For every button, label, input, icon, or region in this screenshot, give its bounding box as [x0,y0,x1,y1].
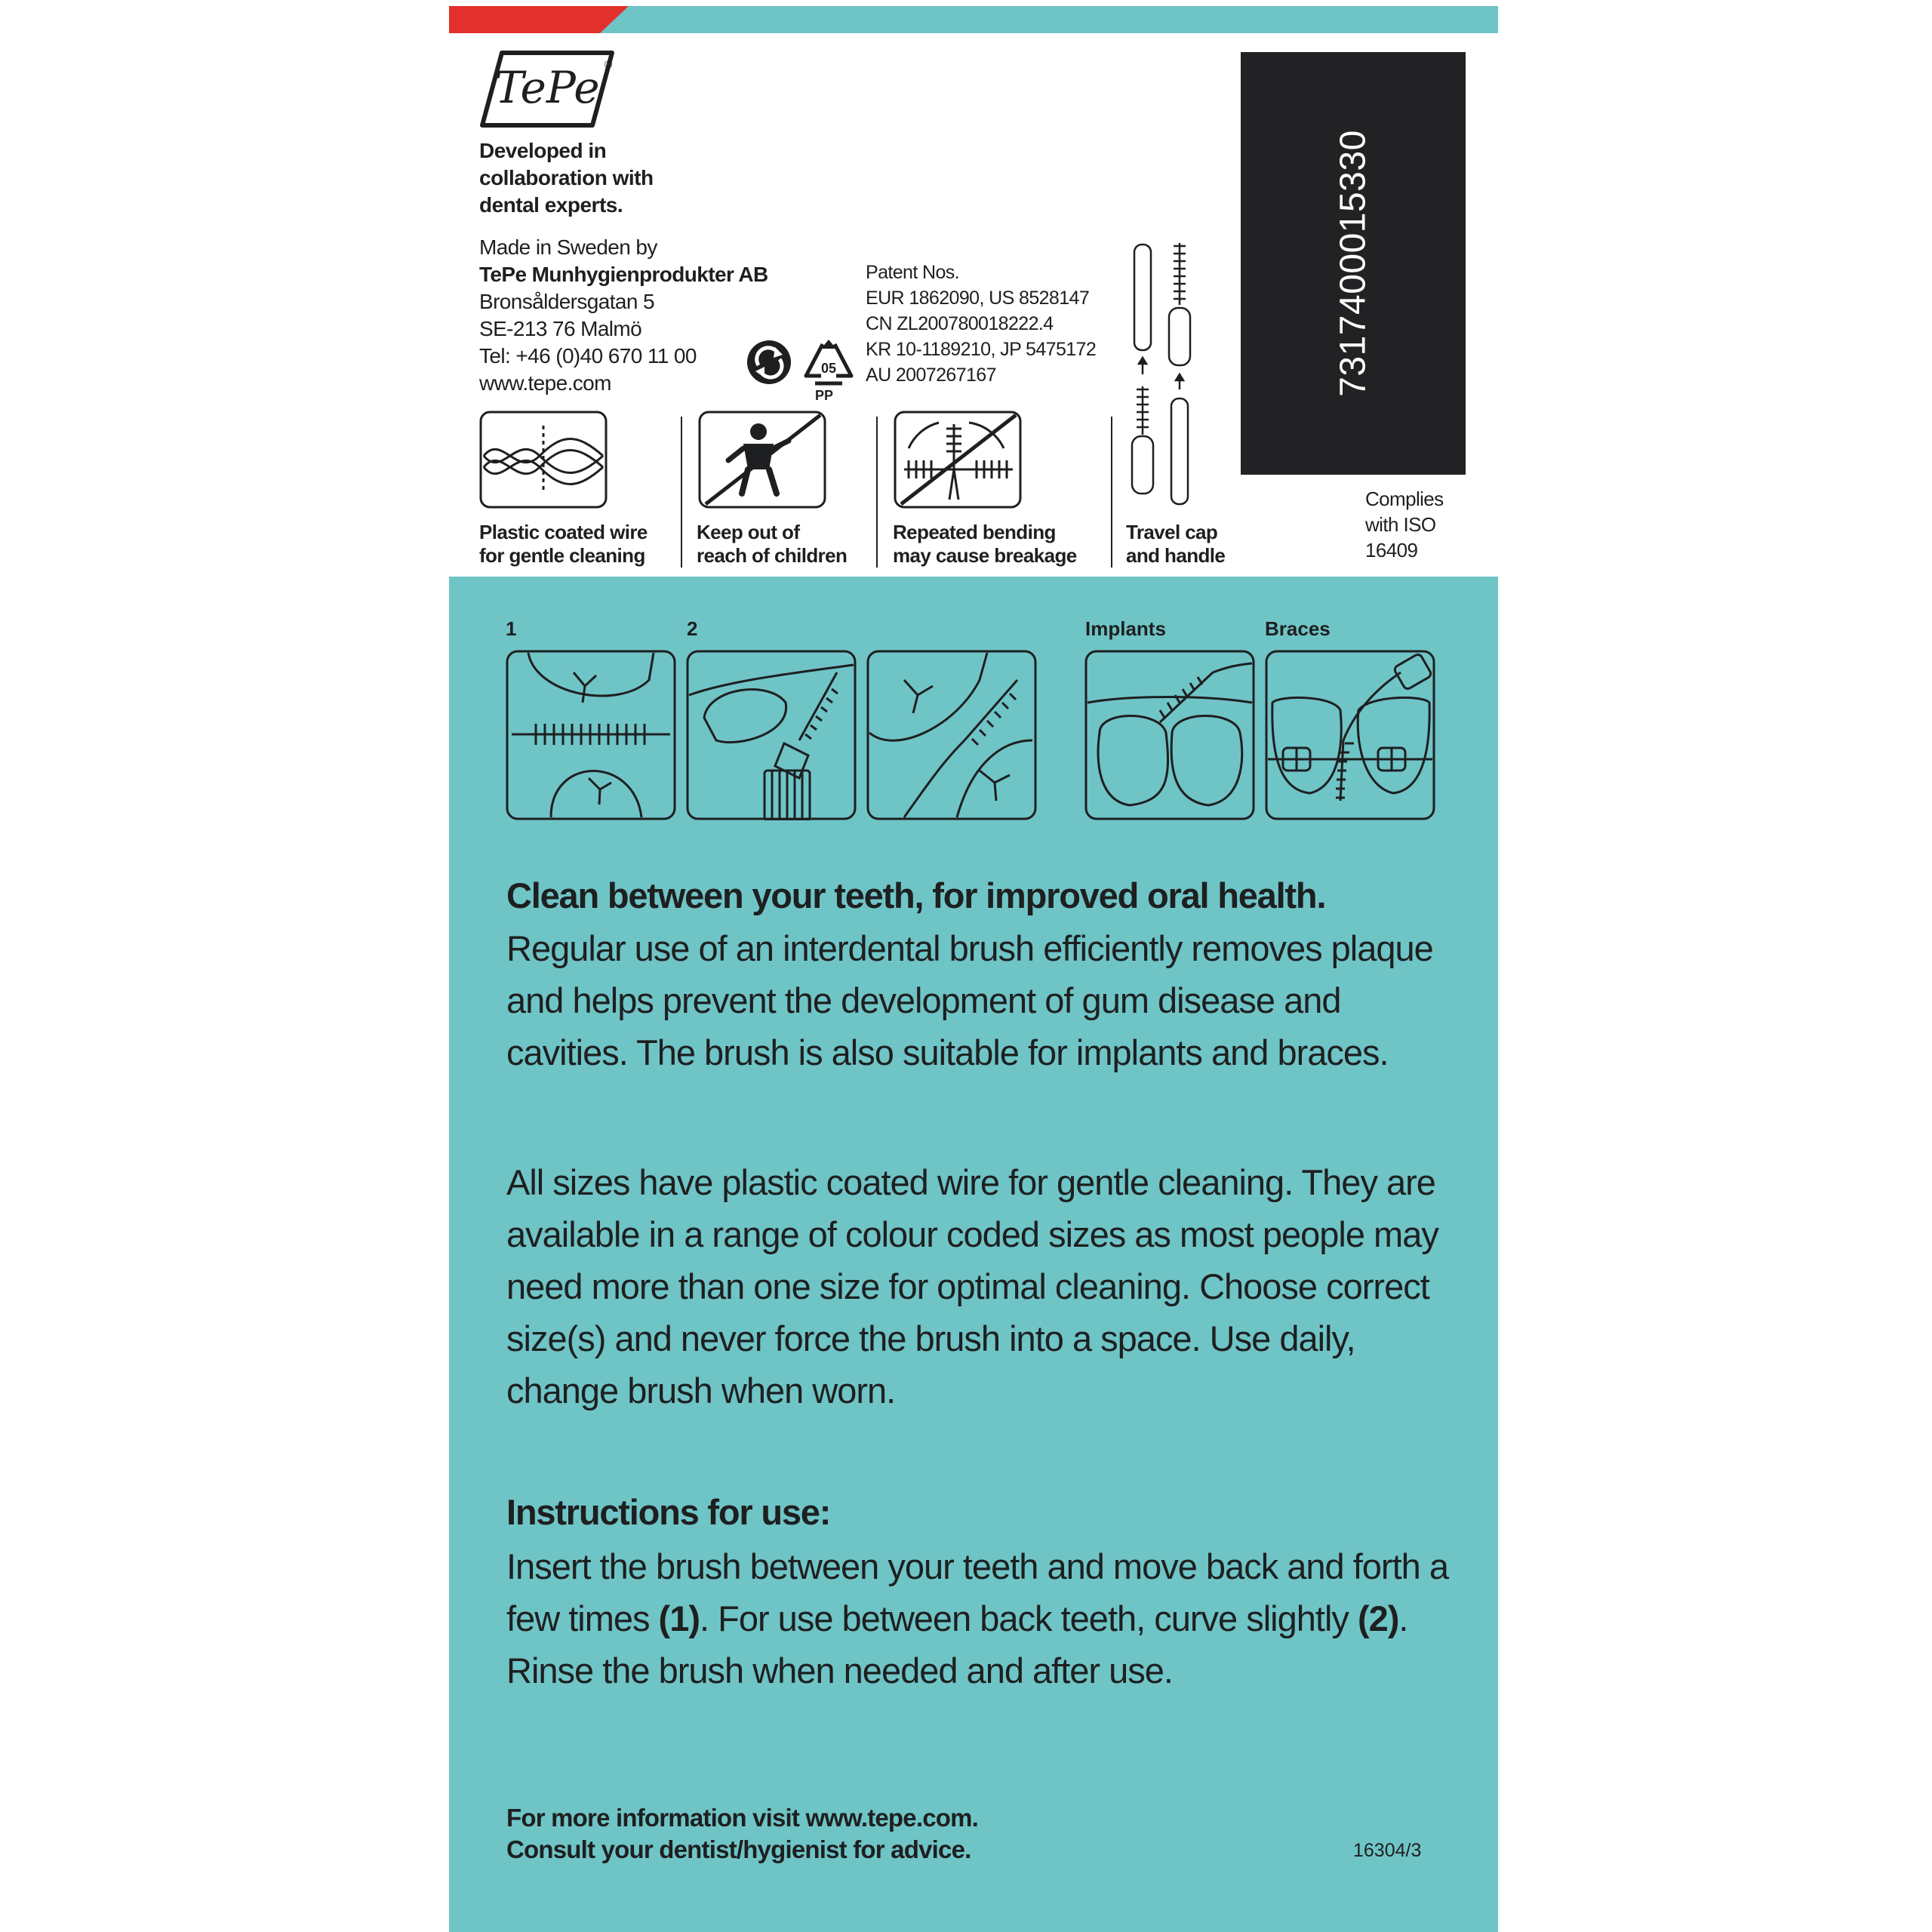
recycle-arrows-icon [745,338,793,386]
divider [681,417,682,568]
coated-wire-icon [479,411,608,509]
registered-mark: ® [605,58,613,70]
feature-line: reach of children [697,544,848,567]
patent-line: CN ZL200780018222.4 [866,313,1054,334]
diagram-interdental-straight [506,650,676,820]
patent-info [866,260,1137,388]
brush-cap-diagram [1128,238,1211,518]
instructions-heading: Instructions for use: [506,1492,831,1532]
made-in: Made in Sweden by [479,235,657,259]
feature-caption [893,521,1077,568]
iso-line: 16409 [1365,539,1418,561]
footer-line: Consult your dentist/hygienist for advice. [506,1835,971,1863]
diagram-back-teeth [866,650,1037,820]
diagram-label: 2 [687,617,698,640]
footer-line: For more information visit www.tepe.com. [506,1804,979,1832]
divider [876,417,878,568]
feature-line: Plastic coated wire [479,521,648,543]
patent-line: KR 10-1189210, JP 5475172 [866,339,1097,360]
address-line: Bronsåldersgatan 5 [479,290,655,313]
patent-title: Patent Nos. [866,262,960,283]
diagram-implants [1084,650,1255,820]
feature-line: and handle [1126,544,1226,567]
diagram-braces [1265,650,1435,820]
instr-text: Insert the brush between your teeth and move back and forth a few times [506,1546,1448,1638]
tagline-line: collaboration with [479,166,654,189]
paragraph-sizes: All sizes have plastic coated wire for gentle cleaning. They are available in a range of colour coded sizes as most people may need more than one size for optimal cleaning. Choose correct size(s) and never force the brush into a space. Use daily, change brush when worn. [506,1162,1438,1411]
diagram-label: 1 [506,617,517,640]
iso-line: with ISO [1365,513,1436,536]
instr-text: . For use between back teeth, curve slightly [700,1598,1358,1638]
tagline [479,137,706,219]
logo-text: TePe [494,62,600,113]
barcode-number: 7317400015330 [1333,130,1374,397]
feature-line: Travel cap [1126,521,1218,543]
address-line: SE-213 76 Malmö [479,317,642,340]
feature-line: Keep out of [697,521,800,543]
divider [1111,417,1112,568]
paragraph-benefits: Regular use of an interdental brush efficiently removes plaque and helps prevent the development of gum disease and cavities. The brush is also suitable for implants and braces. [506,928,1433,1072]
instructions-text [506,1540,1450,1697]
footer-info [506,1802,1261,1866]
top-stripe-red [449,6,629,33]
phone: Tel: +46 (0)40 670 11 00 [479,344,697,368]
company-name: TePe Munhygienprodukter AB [479,263,768,286]
recycle-material: PP [815,388,834,403]
package-back [449,6,1498,1932]
website: www.tepe.com [479,371,611,395]
print-code: 16304/3 [1353,1840,1422,1861]
main-heading: Clean between your teeth, for improved oral health. [506,875,1326,915]
tagline-line: dental experts. [479,193,623,217]
feature-caption [697,521,847,568]
barcode [1241,52,1466,475]
feature-line: Repeated bending [893,521,1056,543]
recycle-code: 05 [820,361,837,376]
tepe-logo [479,48,615,130]
instr-ref: (2) [1357,1598,1399,1638]
patent-line: EUR 1862090, US 8528147 [866,288,1090,309]
patent-line: AU 2007267167 [866,365,996,386]
iso-compliance [1365,486,1478,563]
instr-ref: (1) [658,1598,700,1638]
feature-line: may cause breakage [893,544,1077,567]
diagram-label: Implants [1085,617,1166,640]
diagram-interdental-curved [686,650,857,820]
instr-text: . Rinse the brush when needed and after use. [506,1598,1408,1690]
feature-line: for gentle cleaning [479,544,645,567]
feature-caption [479,521,648,568]
diagram-label: Braces [1265,617,1331,640]
feature-caption [1126,521,1225,568]
keep-away-children-icon [698,411,826,509]
tagline-line: Developed in [479,139,607,162]
bending-warning-icon [894,411,1022,509]
iso-line: Complies [1365,488,1444,510]
